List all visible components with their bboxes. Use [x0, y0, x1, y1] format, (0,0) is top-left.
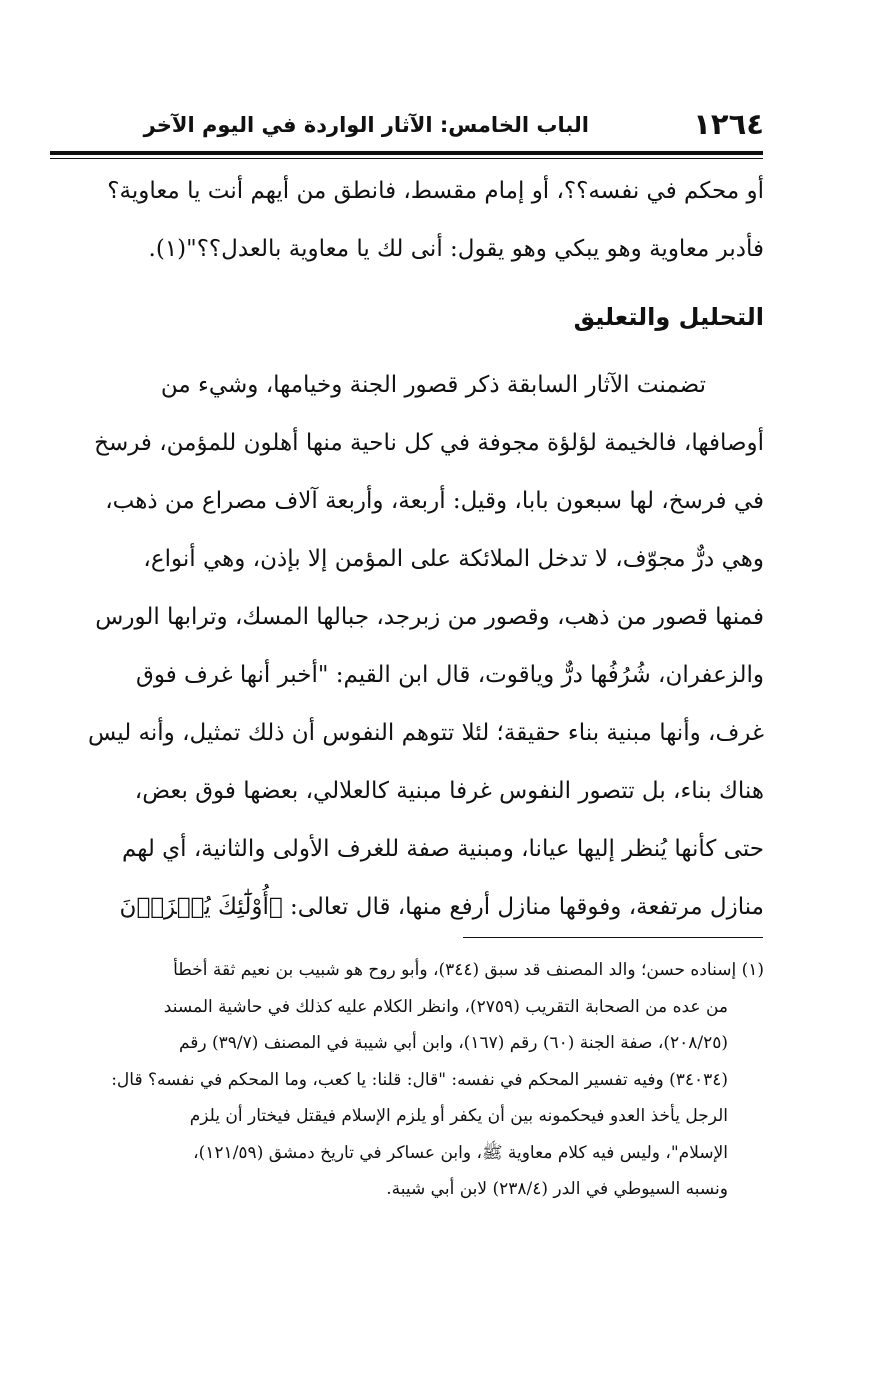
text-line: حتى كأنها يُنظر إليها عيانا، ومبنية صفة للغرف الأولى والثانية، أي لهم [121, 836, 764, 862]
text-line: فمنها قصور من ذهب، وقصور من زبرجد، جبالها المسك، وترابها الورس [95, 604, 764, 630]
footnotes [47, 952, 764, 1208]
running-header [143, 104, 764, 148]
footnote-line: ونسبه السيوطي في الدر (٢٣٨/٤) لابن أبي شيبة. [386, 1179, 728, 1199]
text-line: في فرسخ، لها سبعون بابا، وقيل: أربعة، وأربعة آلاف مصراع من ذهب، [105, 488, 764, 514]
page-number: ١٢٦٤ [693, 107, 764, 141]
section-heading: التحليل والتعليق [573, 303, 764, 331]
text-line: والزعفران، شُرُفُها درٌّ وياقوت، قال ابن القيم: "أخبر أنها غرف فوق [136, 662, 764, 688]
text-line: وهي درٌّ مجوّف، لا تدخل الملائكة على المؤمن إلا بإذن، وهي أنواع، [143, 546, 764, 572]
footnote-line: (١) إسناده حسن؛ والد المصنف قد سبق (٣٤٤)، وأبو روح هو شبيب بن نعيم ثقة أخطأ [173, 960, 764, 980]
header-rule-thick [50, 151, 763, 155]
text-line: تضمنت الآثار السابقة ذكر قصور الجنة وخيامها، وشيء من [160, 372, 706, 398]
footnote-line: (٣٤٠٣٤) وفيه تفسير المحكم في نفسه: "قال: قلنا: يا كعب، وما المحكم في نفسه؟ قال: [111, 1069, 728, 1090]
text-line: غرف، وأنها مبنية بناء حقيقة؛ لئلا تتوهم النفوس أن ذلك تمثيل، وأنه ليس [87, 720, 764, 746]
text-line: منازل مرتفعة، وفوقها منازل أرفع منها، قال تعالى: ﴿أُوْلَٰٓئِكَ يُجۡزَوۡنَ [119, 894, 764, 920]
main-text [47, 162, 764, 936]
footnote-separator [463, 937, 763, 938]
text-line: أو محكم في نفسه؟؟، أو إمام مقسط، فانطق من أيهم أنت يا معاوية؟ [107, 178, 764, 204]
footnote-line: الرجل يأخذ العدو فيحكمونه بين أن يكفر أو يلزم الإسلام فيقتل فيختار أن يلزم [189, 1106, 728, 1126]
text-line: هناك بناء، بل تتصور النفوس غرفا مبنية كالعلالي، بعضها فوق بعض، [134, 778, 764, 804]
footnote-line: من عده من الصحابة التقريب (٢٧٥٩)، وانظر الكلام عليه كذلك في حاشية المسند [163, 996, 728, 1017]
chapter-title: الباب الخامس: الآثار الواردة في اليوم الآخر [143, 113, 589, 137]
footnote-line: الإسلام"، وليس فيه كلام معاوية ﷺ، وابن عساكر في تاريخ دمشق (١٢١/٥٩)، [193, 1142, 728, 1163]
text-line: أوصافها، فالخيمة لؤلؤة مجوفة في كل ناحية منها أهلون للمؤمن، فرسخ [94, 430, 764, 456]
footnote-line: (٢٠٨/٢٥)، صفة الجنة (٦٠) رقم (١٦٧)، وابن أبي شيبة في المصنف (٣٩/٧) رقم [178, 1033, 728, 1053]
header-rule-thin [50, 158, 763, 159]
text-line: فأدبر معاوية وهو يبكي وهو يقول: أنى لك يا معاوية بالعدل؟؟"(١). [148, 236, 764, 262]
